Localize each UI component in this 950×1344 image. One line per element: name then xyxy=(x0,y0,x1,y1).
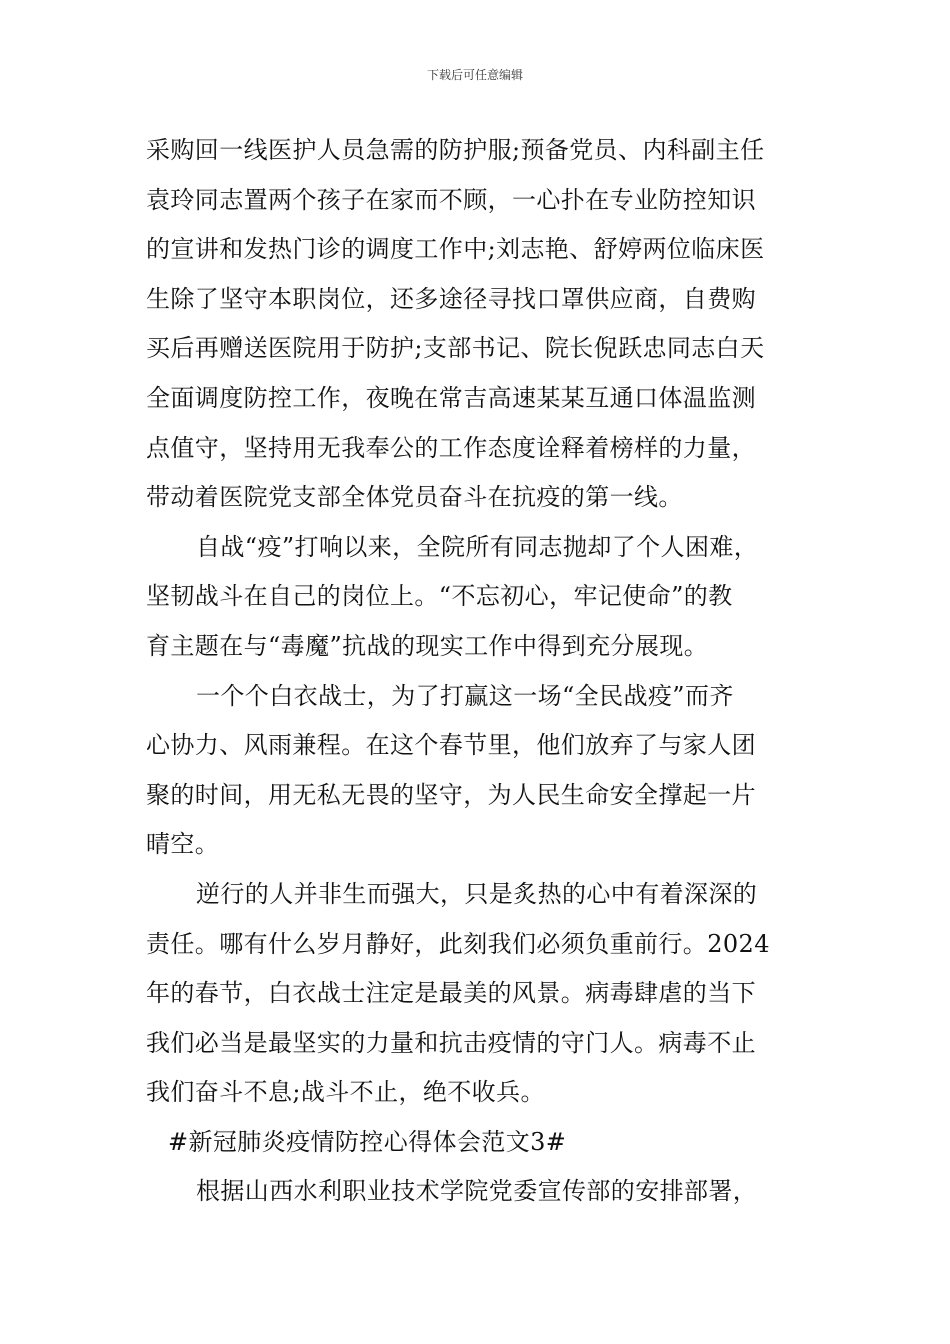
text-line: 心协力、风雨兼程。在这个春节里，他们放弃了与家人团 xyxy=(146,731,756,760)
text-line: 全面调度防控工作，夜晚在常吉高速某某互通口体温监测 xyxy=(146,383,756,412)
text-line: 的宣讲和发热门诊的调度工作中;刘志艳、舒婷两位临床医 xyxy=(146,235,765,264)
text-line: 买后再赠送医院用于防护;支部书记、院长倪跃忠同志白天 xyxy=(146,334,765,363)
page-header: 下载后可任意编辑 xyxy=(426,68,523,82)
section-heading xyxy=(146,1118,816,1168)
text-line: 晴空。 xyxy=(146,830,220,859)
text-line: 坚韧战斗在自己的岗位上。“不忘初心，牢记使命”的教 xyxy=(146,582,733,611)
paragraph-4 xyxy=(146,870,816,1118)
text-line: 育主题在与“毒魔”抗战的现实工作中得到充分展现。 xyxy=(146,631,709,660)
text-line: 自战“疫”打响以来，全院所有同志抛却了个人困难， xyxy=(196,532,759,561)
paragraph-5 xyxy=(146,1167,816,1217)
document-body xyxy=(146,126,816,1217)
text-line: 带动着医院党支部全体党员奋斗在抗疫的第一线。 xyxy=(146,483,683,512)
text-line: 聚的时间，用无私无畏的坚守，为人民生命安全撑起一片 xyxy=(146,780,756,809)
text-line: 点值守，坚持用无我奉公的工作态度诠释着榜样的力量， xyxy=(146,433,756,462)
paragraph-1 xyxy=(146,126,816,523)
paragraph-3 xyxy=(146,672,816,870)
text-line: 一个个白衣战士，为了打赢这一场“全民战疫”而齐 xyxy=(196,681,734,710)
text-line: 袁玲同志置两个孩子在家而不顾，一心扑在专业防控知识 xyxy=(146,185,756,214)
text-line: 逆行的人并非生而强大，只是炙热的心中有着深深的 xyxy=(196,879,758,908)
paragraph-2 xyxy=(146,523,816,672)
text-line: 我们奋斗不息;战斗不止，绝不收兵。 xyxy=(146,1078,545,1107)
text-line: 生除了坚守本职岗位，还多途径寻找口罩供应商，自费购 xyxy=(146,284,756,313)
text-line: 根据山西水利职业技术学院党委宣传部的安排部署， xyxy=(196,1177,758,1206)
text-line: 年的春节，白衣战士注定是最美的风景。病毒肆虐的当下 xyxy=(146,979,756,1008)
text-line: 我们必当是最坚实的力量和抗击疫情的守门人。病毒不止 xyxy=(146,1028,756,1057)
section-heading-text: #新冠肺炎疫情防控心得体会范文3# xyxy=(168,1127,567,1156)
text-line: 责任。哪有什么岁月静好，此刻我们必须负重前行。2024 xyxy=(146,929,770,958)
text-line: 采购回一线医护人员急需的防护服;预备党员、内科副主任 xyxy=(146,136,765,164)
